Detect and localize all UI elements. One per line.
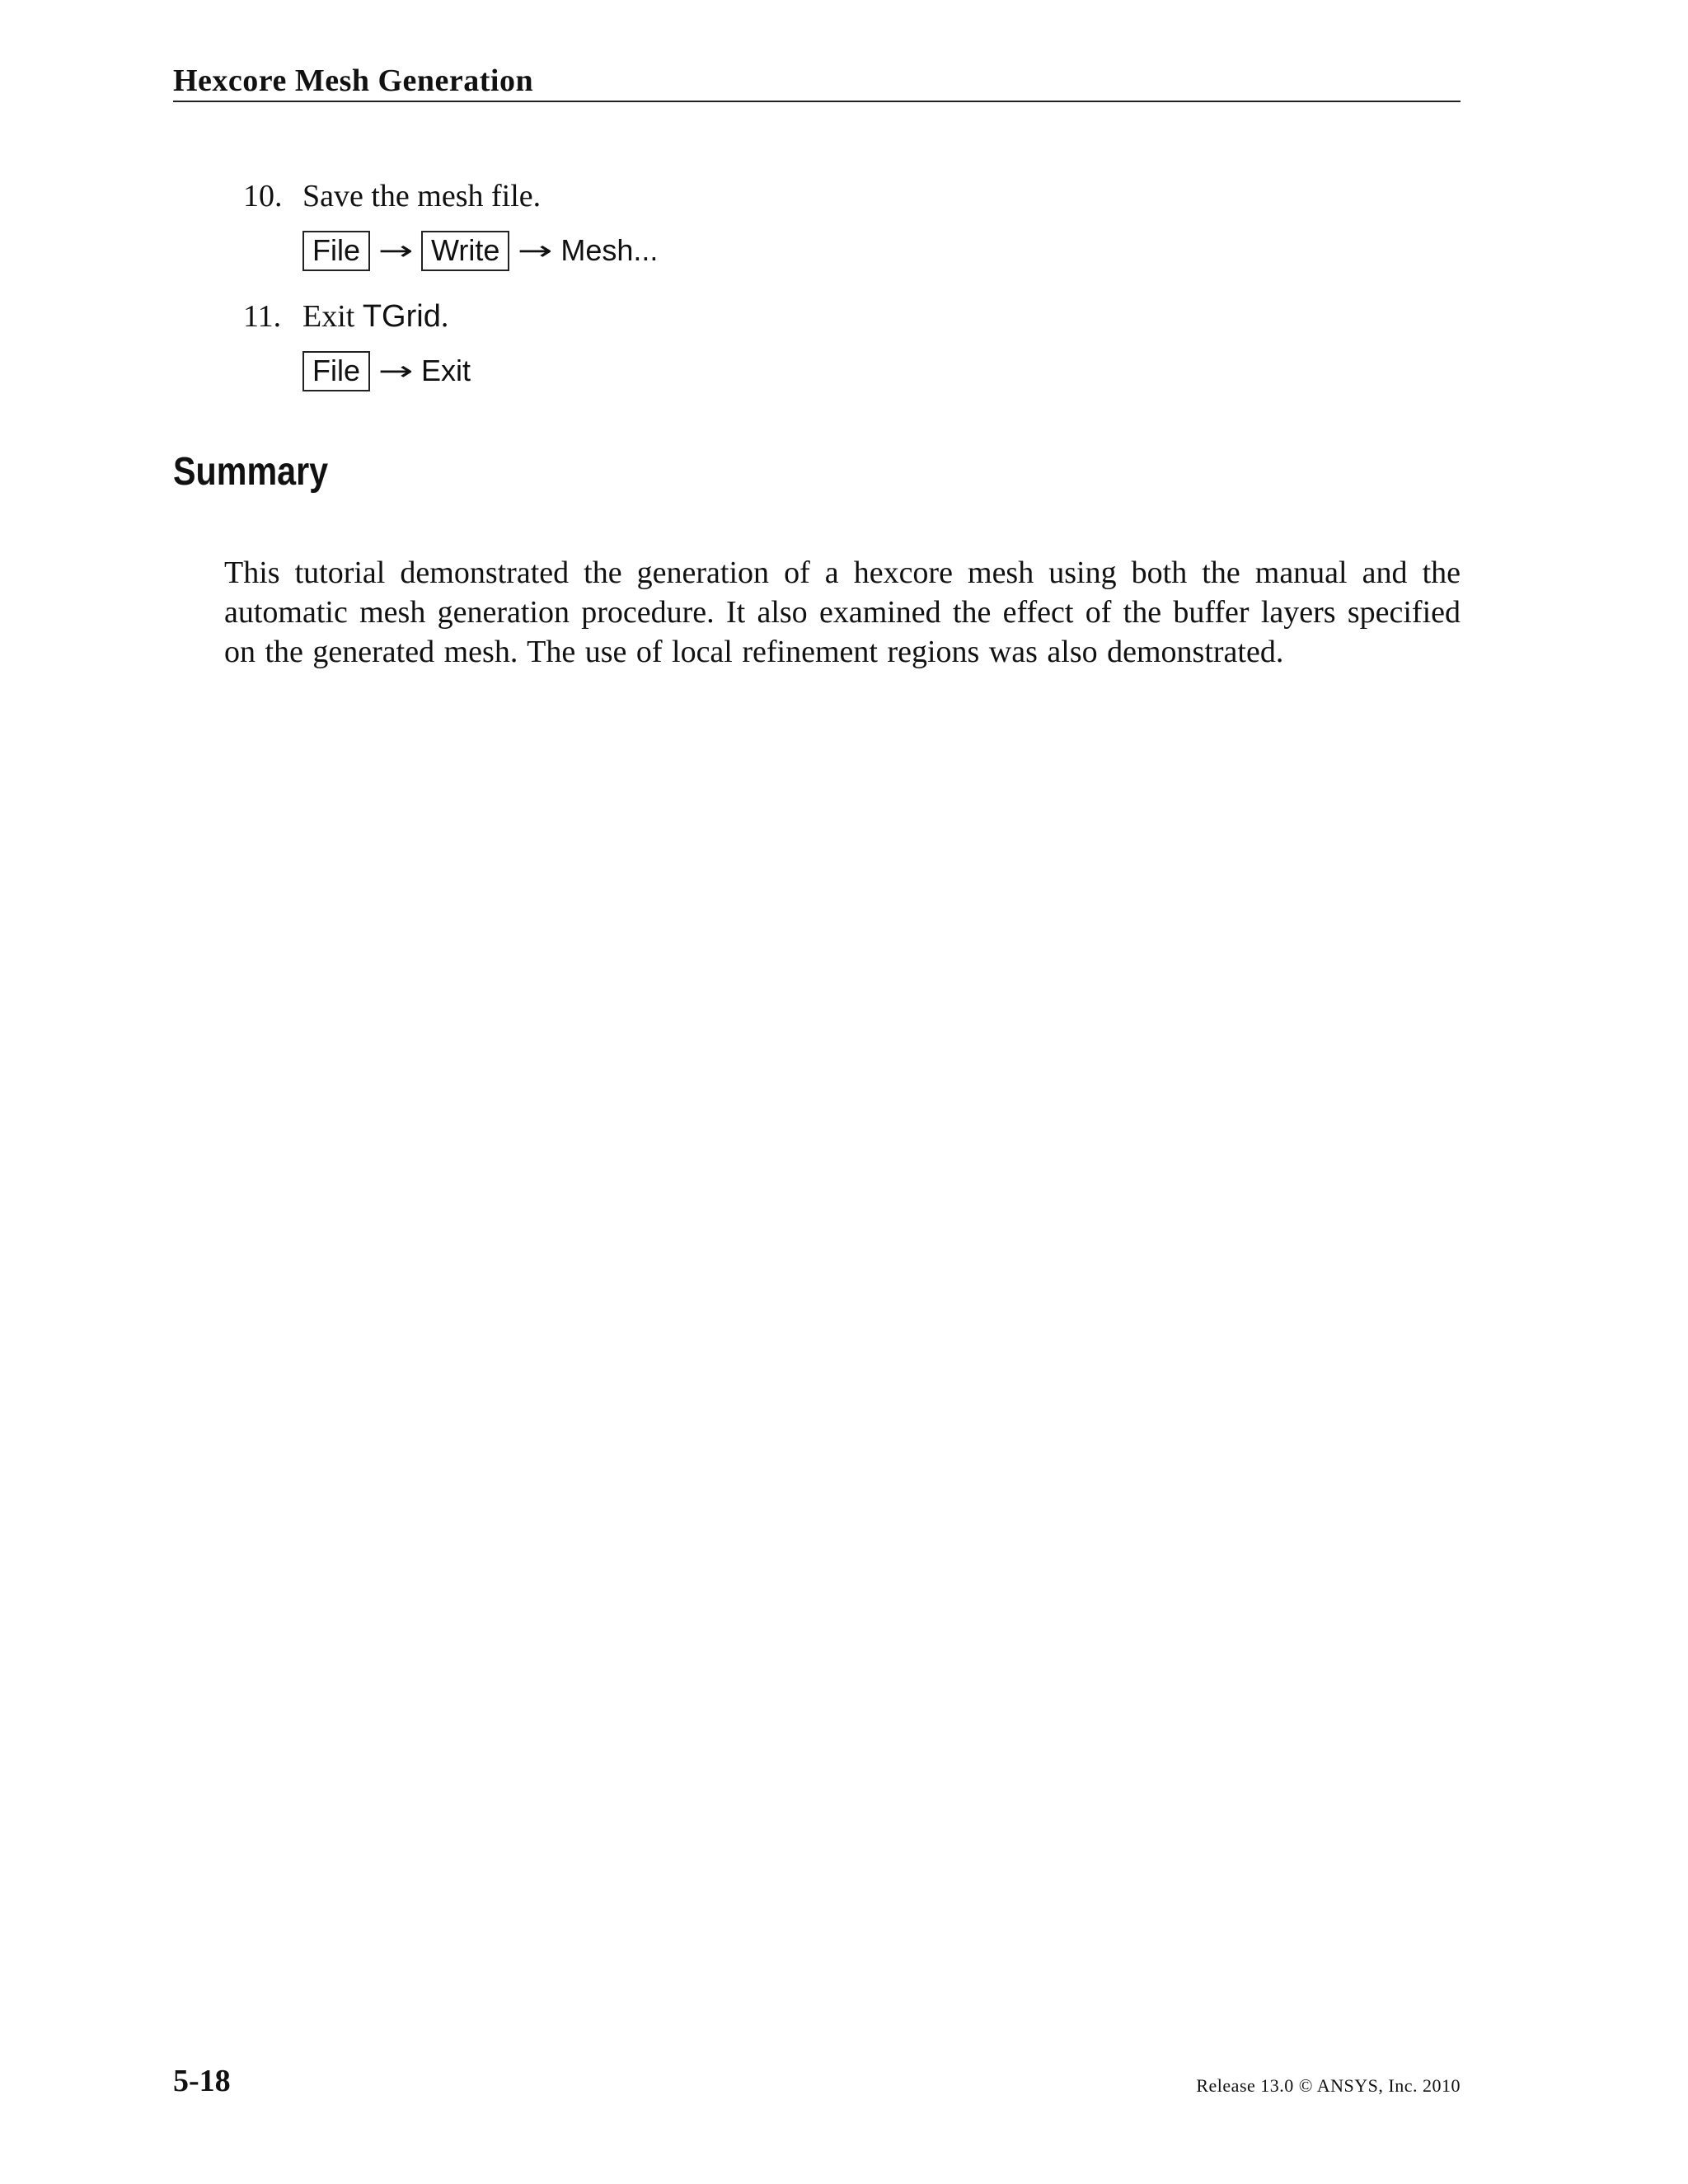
step-text: Save the mesh file. (302, 179, 542, 213)
menu-file-button[interactable]: File (302, 231, 370, 271)
step-11 (243, 298, 448, 335)
header-title: Hexcore Mesh Generation (173, 63, 534, 98)
menu-mesh-item[interactable]: Mesh... (560, 233, 659, 267)
release-notice: Release 13.0 © ANSYS, Inc. 2010 (1196, 2075, 1461, 2096)
arrow-icon: → (517, 235, 553, 266)
arrow-icon: → (377, 235, 414, 266)
menu-file-button[interactable]: File (302, 351, 370, 391)
step-text-prefix: Exit (302, 299, 363, 334)
step-10 (243, 178, 541, 214)
arrow-icon: → (377, 355, 414, 387)
menu-write-button[interactable]: Write (421, 231, 509, 271)
step-number: 10. (243, 179, 283, 213)
step-text-suffix: . (440, 299, 449, 334)
app-name: TGrid (362, 299, 441, 334)
page-header (173, 61, 1461, 102)
summary-heading: Summary (173, 450, 329, 494)
page-number: 5-18 (173, 2064, 231, 2098)
menu-path-save-mesh (302, 229, 658, 272)
summary-paragraph: This tutorial demonstrated the generation of a hexcore mesh using both the manual and the automatic mesh generation procedure. It also examined the effect of the buffer layers specified on the generated mesh. The use of local refinement regions was also demonstrated. (224, 555, 1461, 669)
step-number: 11. (243, 299, 282, 334)
menu-exit-item[interactable]: Exit (421, 354, 471, 387)
menu-path-exit (302, 349, 471, 392)
